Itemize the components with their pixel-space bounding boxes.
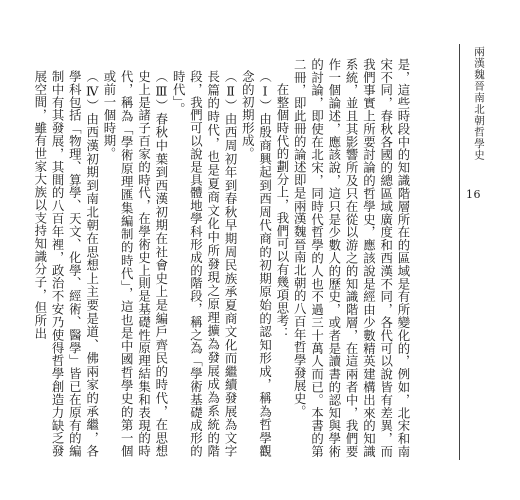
paragraph-periodization-intro: 在整個時代的劃分上，我們可以有幾項思考： bbox=[274, 82, 290, 340]
paragraph-period-4: （Ⅳ）由西漢初期到南北朝在思想上主要是道、佛兩家的承繼，各學科包括「物理、算學、天文、化學、經術、醫學」皆已在原有的編制中有其發展，其間的八百年裡，政治不安乃使得哲學創造力缺乏發展空間，雖有世家大族以支持知識分子，但所出 bbox=[32, 70, 100, 458]
paragraph-continuation: 是，這些時段中的知識階層所在的區域是有所變化的，例如，北宋和南宋不同，春秋各國的總區域廣度和西漢不同，各代可以說皆有差異，而我們事實上所要討論的哲學史，應該說是經由少數精英建構出來的知識系統，並且其影響所及只在從以游之的知識階層，在這兩者中，我們要作一個論述，應該說，這只是少數人的歷史，或者是讀書的認知與學術的討論，即使在北宋，同時代哲學的人也不過三十萬人而已。本書的第二冊，即此冊的論述即是兩漢魏晉南北朝的八百年哲學發展史。 bbox=[292, 58, 411, 458]
paragraph-period-1: （Ⅰ）由殷商興起到西周代商的初期原始的認知形成，稱為哲學觀念的初期形成。 bbox=[240, 70, 273, 458]
paragraph-period-3: （Ⅲ）春秋中葉到西漢初期在社會史上是編戶齊民的時代，在思想史上是諸子百家的時代，在學術史上則是基礎性原理結集和表現的時代，稱為「學術原理匯集編制的時代」，這也是中國哲學史的第一個或前一個時期。 bbox=[101, 70, 169, 458]
running-header-title: 兩漢魏晉南北朝哲學史 bbox=[473, 46, 485, 161]
paragraph-period-2: （Ⅱ）由西周初年到春秋早期周民族承夏商文化而繼續發展為文字長篇的時代，也是夏商文化中所發現之原理擴為發展成為系統的階段，我們可以說是具體地學科形成的階段，稱之為「學術基礎成形的時代」。 bbox=[171, 70, 239, 458]
page-number: 16 bbox=[466, 188, 481, 201]
header-divider-rule bbox=[459, 44, 460, 460]
body-text bbox=[32, 58, 412, 458]
